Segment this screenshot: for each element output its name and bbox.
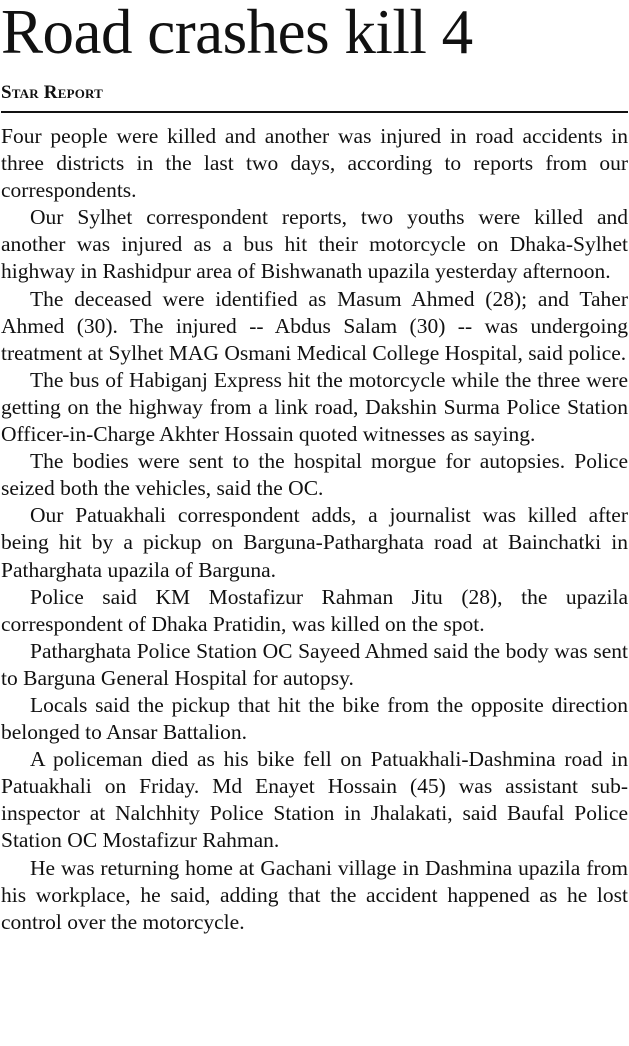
article-paragraph: Locals said the pickup that hit the bike from the opposite direction belonged to Ansar Battalion. xyxy=(1,692,628,745)
article-paragraph: Our Patuakhali correspondent adds, a journalist was killed after being hit by a pickup on Barguna-Patharghata road at Bainchatki in Patharghata upazila of Barguna. xyxy=(1,503,628,582)
headline: Road crashes kill 4 xyxy=(1,0,473,67)
article-paragraph: Police said KM Mostafizur Rahman Jitu (28), the upazila correspondent of Dhaka Pratidin, was killed on the spot. xyxy=(1,584,628,636)
article-paragraph: The deceased were identified as Masum Ahmed (28); and Taher Ahmed (30). The injured -- Abdus Salam (30) -- was undergoing treatment at Sylhet MAG Osmani Medical College Hospital, said police. xyxy=(1,286,628,365)
byline: Star Report xyxy=(1,82,104,103)
article-paragraph: Our Sylhet correspondent reports, two youths were killed and another was injured as a bus hit their motorcycle on Dhaka-Sylhet highway in Rashidpur area of Bishwanath upazila yesterday afternoon. xyxy=(1,205,628,284)
article-body xyxy=(1,123,628,936)
article-paragraph: The bus of Habiganj Express hit the motorcycle while the three were getting on the highway from a link road, Dakshin Surma Police Station Officer-in-Charge Akhter Hossain quoted witnesses as saying. xyxy=(1,367,628,447)
byline-divider xyxy=(1,111,628,113)
article-paragraph: The bodies were sent to the hospital morgue for autopsies. Police seized both the vehicles, said the OC. xyxy=(1,449,628,501)
article-paragraph: Four people were killed and another was injured in road accidents in three districts in the last two days, according to reports from our correspondents. xyxy=(1,124,628,203)
article-paragraph: He was returning home at Gachani village in Dashmina upazila from his workplace, he said, adding that the accident happened as he lost control over the motorcycle. xyxy=(1,855,628,934)
article-paragraph: Patharghata Police Station OC Sayeed Ahmed said the body was sent to Barguna General Hospital for autopsy. xyxy=(1,638,628,690)
news-article xyxy=(1,0,628,936)
article-paragraph: A policeman died as his bike fell on Patuakhali-Dashmina road in Patuakhali on Friday. Md Enayet Hossain (45) was assistant sub-inspector at Nalchhity Police Station in Jhalakati, said Baufal Police Station OC Mostafizur Rahman. xyxy=(1,747,628,853)
